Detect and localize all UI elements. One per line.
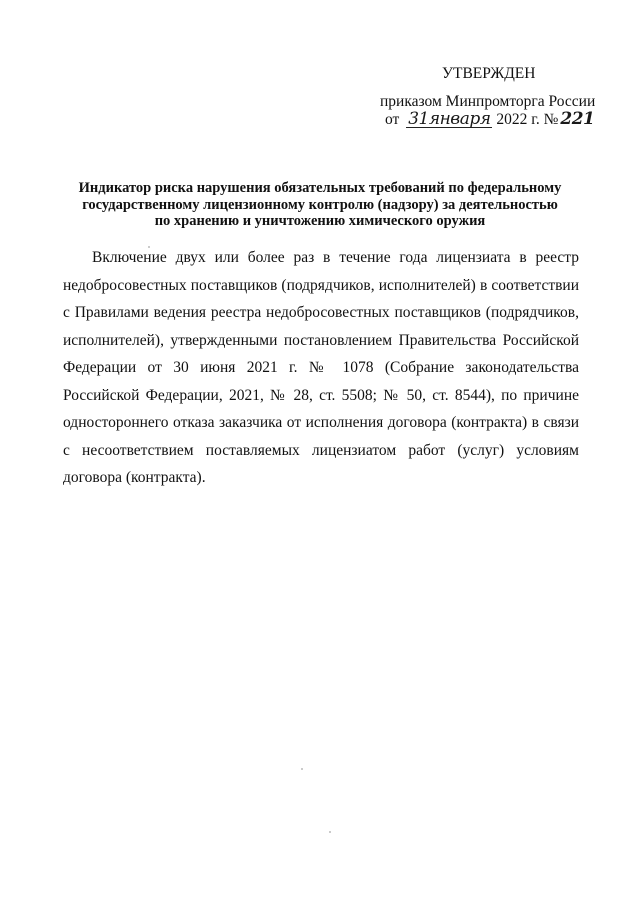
scan-speck [329,831,331,833]
approval-date-line [385,110,596,130]
document-heading [60,180,580,230]
date-year: 2022 г. № [496,111,559,128]
handwritten-month: января [428,109,491,129]
scan-speck [301,768,303,770]
heading-line-1: Индикатор риска нарушения обязательных требований по федеральному [78,180,562,196]
approval-order-line: приказом Минпромторга России [380,93,596,110]
scan-speck [148,246,150,248]
heading-line-3: по хранению и уничтожению химического оружия [154,213,486,229]
approval-title: УТВЕРЖДЕН [442,65,536,82]
body-paragraph: Включение двух или более раз в течение года лицензиата в реестр недобросовестных поставщиков (подрядчиков, исполнителей) в соответствии с Правилами ведения реестра недобросовестных поставщиков (подрядчиков, исполнителей), утвержденными постановлением Правительства Российской Федерации от 30 июня 2021 г. № 1078 (Собрание законодательства Российской Федерации, 2021, № 28, ст. 5508; № 50, ст. 8544), по причине одностороннего отказа заказчика от исполнения договора (контракта) в связи с несоответствием поставляемых лицензиатом работ (услуг) условиям договора (контракта). [63,249,579,486]
handwritten-date [406,111,492,128]
date-prefix: от [385,111,400,128]
handwritten-order-number: 221 [560,109,595,129]
handwritten-day: 31 [408,109,429,129]
heading-line-2: государственному лицензионному контролю (надзору) за деятельностью [82,196,558,213]
